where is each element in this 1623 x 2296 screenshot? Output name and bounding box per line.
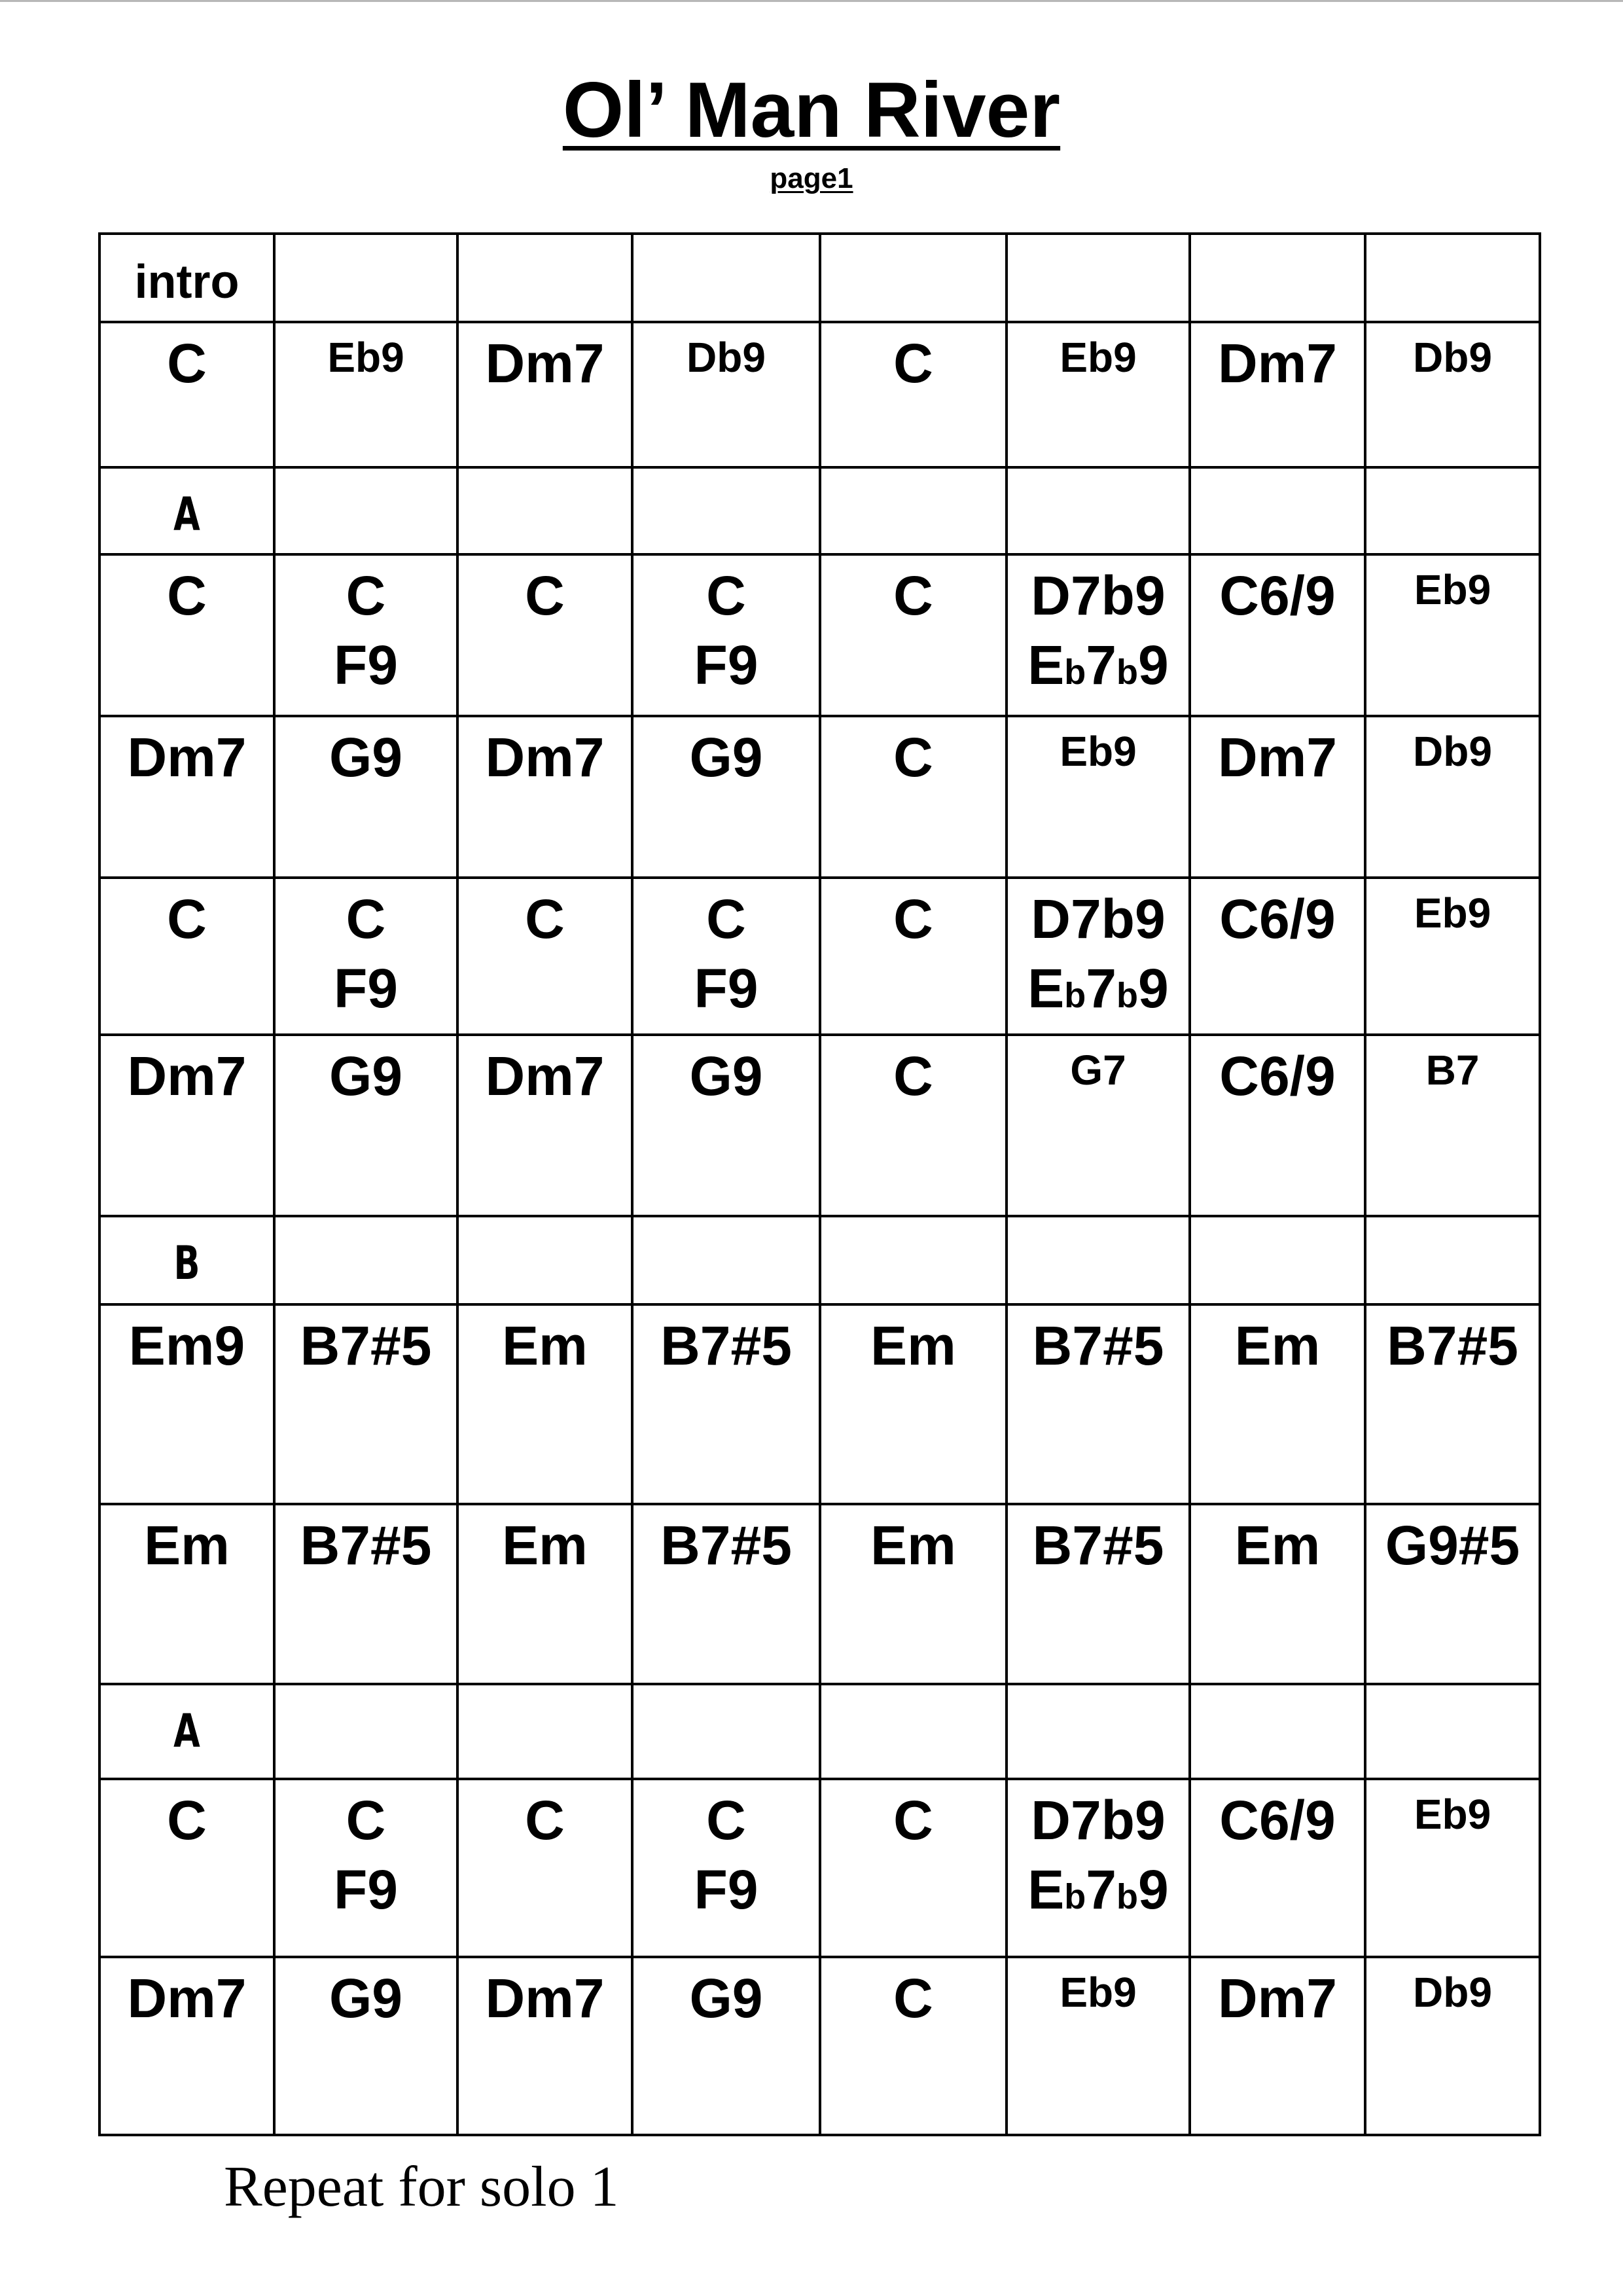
chord-cell bbox=[1190, 878, 1365, 1035]
chord-name: A bbox=[173, 1704, 200, 1758]
chord-name: G9 bbox=[329, 1045, 403, 1107]
chord-cell bbox=[1190, 1779, 1365, 1957]
chart-row-section bbox=[99, 467, 1540, 554]
chord-cell bbox=[820, 1779, 1007, 1957]
chord-name: B7#5 bbox=[300, 1515, 432, 1576]
chord-name: Eb9 bbox=[1414, 889, 1491, 937]
chord-name: C bbox=[167, 888, 207, 950]
chord-cell bbox=[457, 1504, 632, 1684]
chord-cell bbox=[274, 1035, 457, 1216]
chord-name: Em bbox=[870, 1315, 956, 1376]
chord-name: Dm7 bbox=[485, 726, 605, 788]
chord-name: G9 bbox=[689, 726, 763, 788]
chord-name: C bbox=[893, 1967, 933, 2029]
chord-name: C bbox=[893, 1789, 933, 1851]
chord-cell bbox=[274, 554, 457, 716]
chord-name: G9 bbox=[689, 1045, 763, 1107]
chord-cell bbox=[1007, 716, 1190, 878]
chord-name: B7#5 bbox=[660, 1515, 792, 1576]
chord-name: G9#5 bbox=[1385, 1515, 1520, 1576]
chord-name: D7b9 bbox=[1031, 888, 1166, 950]
empty-cell bbox=[1190, 1684, 1365, 1779]
chord-cell bbox=[457, 1035, 632, 1216]
chord-name: G7 bbox=[1070, 1047, 1126, 1094]
chord-cell bbox=[1365, 1035, 1540, 1216]
chord-name: Em bbox=[1234, 1515, 1321, 1576]
chord-name: C bbox=[893, 888, 933, 950]
chord-name: Dm7 bbox=[1217, 332, 1338, 394]
chord-name: B7#5 bbox=[1032, 1515, 1164, 1576]
chord-cell bbox=[632, 1504, 820, 1684]
chord-cell bbox=[457, 716, 632, 878]
chord-name: G9 bbox=[329, 726, 403, 788]
chord-name: C bbox=[706, 1789, 746, 1851]
song-title: Ol’ Man River bbox=[562, 66, 1061, 154]
empty-cell bbox=[457, 1216, 632, 1304]
chord-cell bbox=[632, 322, 820, 467]
chord-name: Em bbox=[502, 1515, 588, 1576]
chord-name: C bbox=[525, 1789, 565, 1851]
chord-cell bbox=[1007, 1504, 1190, 1684]
chord-name: C bbox=[167, 1789, 207, 1851]
chord-name: Dm7 bbox=[127, 726, 247, 788]
section-label bbox=[99, 1216, 274, 1304]
chord-cell bbox=[1007, 1957, 1190, 2135]
chord-name: Dm7 bbox=[127, 1045, 247, 1107]
chord-cell bbox=[1365, 1304, 1540, 1504]
empty-cell bbox=[274, 467, 457, 554]
chart-row-chords bbox=[99, 716, 1540, 878]
chord-cell bbox=[99, 554, 274, 716]
chord-name: Dm7 bbox=[485, 332, 605, 394]
chord-name: intro bbox=[134, 256, 240, 308]
chord-name: C bbox=[525, 888, 565, 950]
chord-cell bbox=[99, 878, 274, 1035]
empty-cell bbox=[274, 1216, 457, 1304]
empty-cell bbox=[1007, 467, 1190, 554]
chord-name: G9 bbox=[329, 1967, 403, 2029]
chart-row-chords bbox=[99, 554, 1540, 716]
chord-name-alt: Eb7b9 bbox=[1027, 1859, 1169, 1920]
chord-cell bbox=[457, 1304, 632, 1504]
chord-name: G9 bbox=[689, 1967, 763, 2029]
empty-cell bbox=[820, 234, 1007, 322]
empty-cell bbox=[820, 467, 1007, 554]
chart-row-chords bbox=[99, 1304, 1540, 1504]
chord-cell bbox=[1365, 716, 1540, 878]
chord-cell bbox=[274, 1304, 457, 1504]
chord-name: Em bbox=[1234, 1315, 1321, 1376]
chord-cell bbox=[274, 1779, 457, 1957]
chord-name: Dm7 bbox=[485, 1967, 605, 2029]
empty-cell bbox=[632, 1684, 820, 1779]
chord-cell bbox=[99, 1957, 274, 2135]
chord-name: C bbox=[346, 565, 386, 626]
chord-chart bbox=[98, 232, 1541, 2136]
chord-name-alt: F9 bbox=[333, 958, 399, 1019]
chord-cell bbox=[632, 1957, 820, 2135]
empty-cell bbox=[1365, 1684, 1540, 1779]
empty-cell bbox=[457, 467, 632, 554]
empty-cell bbox=[1190, 467, 1365, 554]
chord-cell bbox=[99, 1504, 274, 1684]
chord-name: Eb9 bbox=[1060, 334, 1137, 381]
empty-cell bbox=[1365, 1216, 1540, 1304]
chord-name: C bbox=[893, 332, 933, 394]
empty-cell bbox=[1007, 1216, 1190, 1304]
chord-cell bbox=[1190, 554, 1365, 716]
chord-cell bbox=[820, 322, 1007, 467]
section-label bbox=[99, 467, 274, 554]
chord-name: Db9 bbox=[1413, 1969, 1492, 2016]
chord-cell bbox=[99, 716, 274, 878]
chord-name: B7#5 bbox=[300, 1315, 432, 1376]
chord-name: Eb9 bbox=[327, 334, 404, 381]
chord-cell bbox=[632, 554, 820, 716]
chord-name: Db9 bbox=[1413, 728, 1492, 775]
chord-cell bbox=[820, 1957, 1007, 2135]
chord-name: B bbox=[173, 1236, 200, 1290]
chart-row-chords bbox=[99, 1035, 1540, 1216]
chord-name-alt: F9 bbox=[694, 1859, 758, 1920]
chord-cell bbox=[274, 878, 457, 1035]
chord-cell bbox=[99, 1779, 274, 1957]
chart-row-chords bbox=[99, 322, 1540, 467]
chord-name: Em bbox=[144, 1515, 230, 1576]
chart-row-chords bbox=[99, 878, 1540, 1035]
section-label bbox=[99, 234, 274, 322]
chord-name: C bbox=[346, 888, 386, 950]
chord-cell bbox=[820, 1304, 1007, 1504]
chord-cell bbox=[1190, 1304, 1365, 1504]
chord-name: C bbox=[706, 565, 746, 626]
chord-cell bbox=[1365, 554, 1540, 716]
chord-cell bbox=[1365, 322, 1540, 467]
chord-cell bbox=[632, 1779, 820, 1957]
chord-cell bbox=[457, 1779, 632, 1957]
chord-cell bbox=[1365, 1779, 1540, 1957]
chart-row-label bbox=[99, 234, 1540, 322]
chord-name: C bbox=[525, 565, 565, 626]
chord-cell bbox=[1190, 322, 1365, 467]
chord-cell bbox=[1007, 1035, 1190, 1216]
chord-name: C bbox=[893, 1045, 933, 1107]
chord-name: C bbox=[706, 888, 746, 950]
chord-cell bbox=[1365, 1504, 1540, 1684]
chord-name: B7#5 bbox=[1387, 1315, 1518, 1376]
chart-row-section bbox=[99, 1216, 1540, 1304]
chord-name: C bbox=[346, 1789, 386, 1851]
chord-name: C6/9 bbox=[1219, 1045, 1336, 1107]
empty-cell bbox=[457, 1684, 632, 1779]
chord-name: Eb9 bbox=[1414, 566, 1491, 613]
chord-name-alt: Eb7b9 bbox=[1027, 634, 1169, 696]
chart-row-chords bbox=[99, 1504, 1540, 1684]
footer-note: Repeat for solo 1 bbox=[224, 2155, 619, 2219]
chord-name: A bbox=[173, 488, 200, 541]
chord-cell bbox=[99, 322, 274, 467]
chord-name: C6/9 bbox=[1219, 888, 1336, 950]
chord-cell bbox=[1365, 878, 1540, 1035]
chord-name: Eb9 bbox=[1060, 1969, 1137, 2016]
chord-name: C bbox=[893, 565, 933, 626]
chord-name: Dm7 bbox=[485, 1045, 605, 1107]
chord-cell bbox=[1365, 1957, 1540, 2135]
empty-cell bbox=[820, 1216, 1007, 1304]
chord-cell bbox=[1007, 1304, 1190, 1504]
chord-cell bbox=[632, 1304, 820, 1504]
chord-name: Em bbox=[502, 1315, 588, 1376]
chord-name-alt: F9 bbox=[333, 634, 399, 696]
chord-cell bbox=[1007, 878, 1190, 1035]
chord-cell bbox=[820, 1035, 1007, 1216]
empty-cell bbox=[1190, 234, 1365, 322]
chord-name-alt: F9 bbox=[694, 634, 758, 696]
chord-cell bbox=[274, 716, 457, 878]
empty-cell bbox=[1007, 234, 1190, 322]
chord-name: B7#5 bbox=[660, 1315, 792, 1376]
empty-cell bbox=[274, 234, 457, 322]
empty-cell bbox=[1007, 1684, 1190, 1779]
chord-cell bbox=[457, 878, 632, 1035]
chord-cell bbox=[632, 716, 820, 878]
chord-cell bbox=[820, 554, 1007, 716]
chord-name: D7b9 bbox=[1031, 1789, 1166, 1851]
chord-name: Dm7 bbox=[1217, 1967, 1338, 2029]
chord-cell bbox=[274, 1957, 457, 2135]
chord-name: Dm7 bbox=[127, 1967, 247, 2029]
chord-name: C bbox=[167, 565, 207, 626]
chord-cell bbox=[632, 878, 820, 1035]
chord-cell bbox=[457, 554, 632, 716]
chord-cell bbox=[820, 878, 1007, 1035]
chord-name: D7b9 bbox=[1031, 565, 1166, 626]
empty-cell bbox=[274, 1684, 457, 1779]
chord-name: Eb9 bbox=[1060, 728, 1137, 775]
chord-cell bbox=[820, 1504, 1007, 1684]
chord-name: C6/9 bbox=[1219, 1789, 1336, 1851]
chord-cell bbox=[99, 1304, 274, 1504]
empty-cell bbox=[632, 467, 820, 554]
chord-cell bbox=[1007, 554, 1190, 716]
empty-cell bbox=[632, 234, 820, 322]
chord-name: Db9 bbox=[1413, 334, 1492, 381]
chord-name-alt: F9 bbox=[694, 958, 758, 1019]
chord-cell bbox=[1190, 1035, 1365, 1216]
empty-cell bbox=[632, 1216, 820, 1304]
chord-name: C6/9 bbox=[1219, 565, 1336, 626]
chord-cell bbox=[1190, 1504, 1365, 1684]
chord-name: Em bbox=[870, 1515, 956, 1576]
chord-name-alt: F9 bbox=[333, 1859, 399, 1920]
chord-name: B7#5 bbox=[1032, 1315, 1164, 1376]
chord-name: B7 bbox=[1425, 1047, 1480, 1094]
chord-name: C bbox=[893, 726, 933, 788]
chord-name: Em9 bbox=[128, 1315, 245, 1376]
empty-cell bbox=[1190, 1216, 1365, 1304]
chord-cell bbox=[457, 322, 632, 467]
chord-name: Dm7 bbox=[1217, 726, 1338, 788]
chord-cell bbox=[1007, 322, 1190, 467]
chord-cell bbox=[274, 1504, 457, 1684]
chord-cell bbox=[457, 1957, 632, 2135]
chord-cell bbox=[632, 1035, 820, 1216]
chord-name-alt: Eb7b9 bbox=[1027, 958, 1169, 1019]
chord-cell bbox=[1190, 1957, 1365, 2135]
empty-cell bbox=[457, 234, 632, 322]
chord-cell bbox=[1190, 716, 1365, 878]
chart-row-chords bbox=[99, 1957, 1540, 2135]
chord-cell bbox=[820, 716, 1007, 878]
page-number: page1 bbox=[770, 162, 853, 194]
chord-cell bbox=[99, 1035, 274, 1216]
chord-name: C bbox=[167, 332, 207, 394]
chart-row-section bbox=[99, 1684, 1540, 1779]
empty-cell bbox=[1365, 467, 1540, 554]
chord-name: Eb9 bbox=[1414, 1791, 1491, 1838]
chord-cell bbox=[274, 322, 457, 467]
chord-cell bbox=[1007, 1779, 1190, 1957]
section-label bbox=[99, 1684, 274, 1779]
chord-name: Db9 bbox=[687, 334, 766, 381]
empty-cell bbox=[1365, 234, 1540, 322]
chart-row-chords bbox=[99, 1779, 1540, 1957]
empty-cell bbox=[820, 1684, 1007, 1779]
page-top-rule bbox=[0, 0, 1623, 2]
